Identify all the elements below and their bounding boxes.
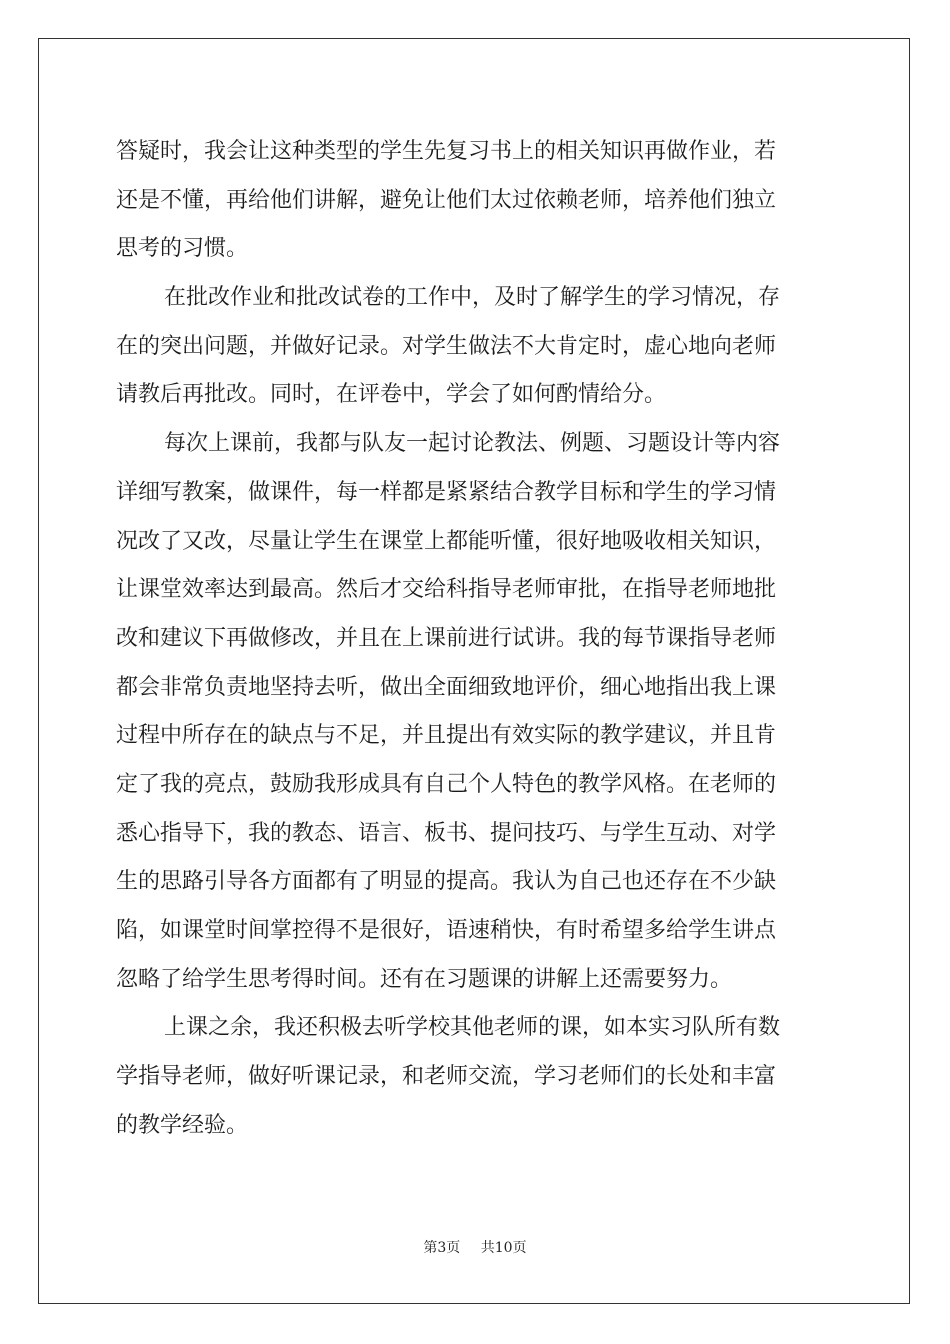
text-line: 陷，如课堂时间掌控得不是很好，语速稍快，有时希望多给学生讲点 [116, 918, 777, 943]
text-line: 答疑时，我会让这种类型的学生先复习书上的相关知识再做作业，若 [116, 139, 777, 164]
page-number: 第3页 [423, 1240, 461, 1256]
text-line: 每次上课前，我都与队友一起讨论教法、例题、习题设计等内容 [164, 431, 781, 457]
page-footer [0, 1238, 950, 1258]
text-line: 让课堂效率达到最高。然后才交给科指导老师审批，在指导老师地批 [116, 577, 777, 603]
text-line: 的教学经验。 [116, 1112, 249, 1138]
text-line: 请教后再批改。同时，在评卷中，学会了如何酌情给分。 [116, 382, 667, 408]
text-line: 在批改作业和批改试卷的工作中，及时了解学生的学习情况，存 [164, 285, 781, 311]
text-line: 还是不懂，再给他们讲解，避免让他们太过依赖老师，培养他们独立 [116, 187, 777, 213]
text-line: 思考的习惯。 [116, 236, 249, 262]
text-line: 定了我的亮点，鼓励我形成具有自己个人特色的教学风格。在老师的 [116, 771, 777, 797]
text-line: 况改了又改，尽量让学生在课堂上都能听懂，很好地吸收相关知识， [116, 528, 777, 554]
document-body [116, 128, 836, 1150]
text-line: 忽略了给学生思考得时间。还有在习题课的讲解上还需要努力。 [116, 966, 733, 992]
text-line: 上课之余，我还积极去听学校其他老师的课，如本实习队所有数 [164, 1015, 781, 1041]
text-line: 过程中所存在的缺点与不足，并且提出有效实际的教学建议，并且肯 [116, 723, 777, 749]
page-total: 共10页 [480, 1240, 527, 1256]
text-line: 详细写教案，做课件，每一样都是紧紧结合教学目标和学生的学习情 [116, 479, 777, 505]
text-line: 学指导老师，做好听课记录，和老师交流，学习老师们的长处和丰富 [116, 1064, 777, 1090]
text-line: 改和建议下再做修改，并且在上课前进行试讲。我的每节课指导老师 [116, 625, 777, 651]
text-line: 都会非常负责地坚持去听，做出全面细致地评价，细心地指出我上课 [116, 674, 777, 700]
text-line: 悉心指导下，我的教态、语言、板书、提问技巧、与学生互动、对学 [116, 820, 777, 846]
text-line: 在的突出问题，并做好记录。对学生做法不大肯定时，虚心地向老师 [116, 333, 777, 359]
text-line: 生的思路引导各方面都有了明显的提高。我认为自己也还存在不少缺 [116, 869, 777, 895]
